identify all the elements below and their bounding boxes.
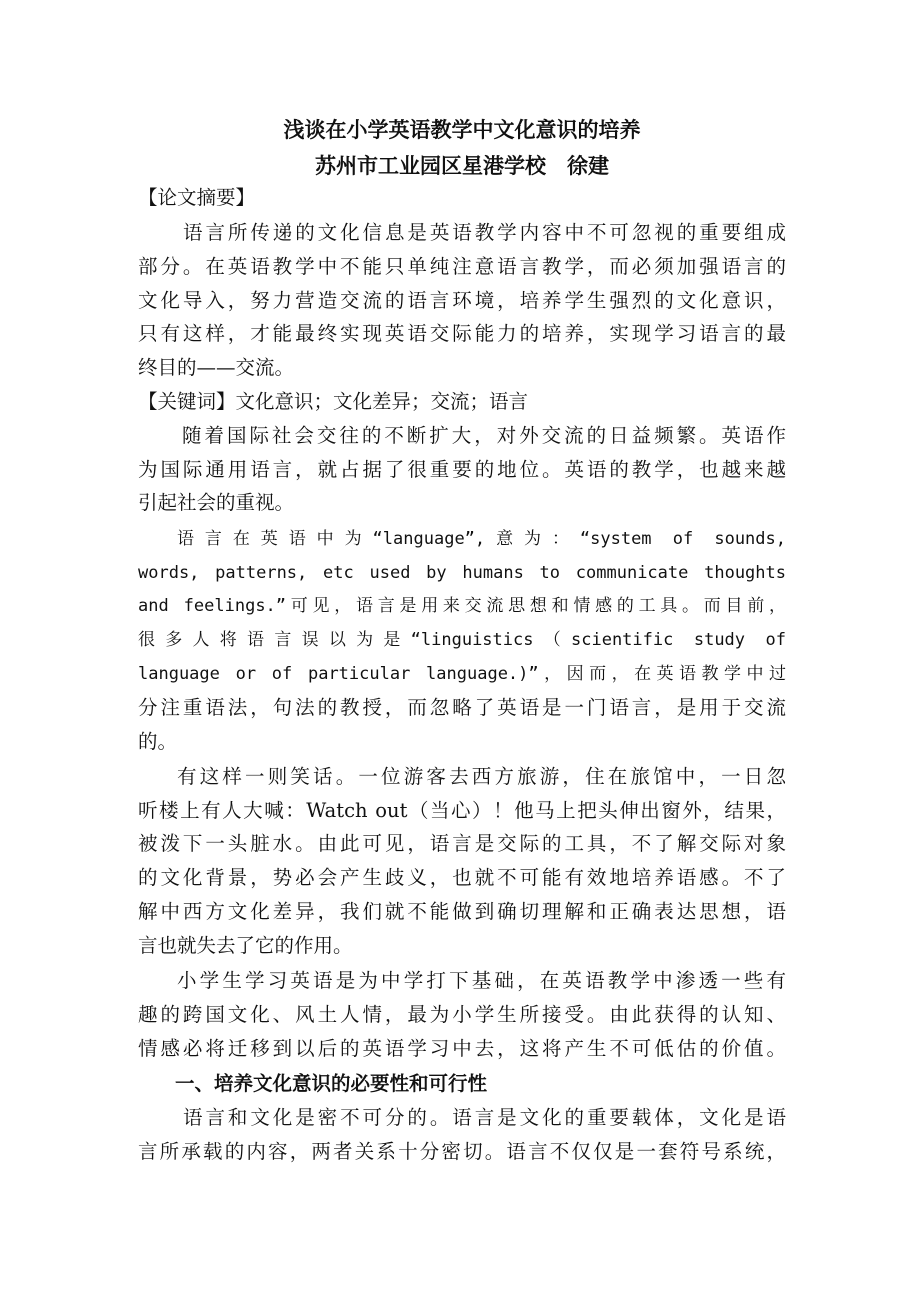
paragraph-line: 随着国际社会交往的不断扩大，对外交流的日益频繁。英语作 [182, 424, 786, 447]
document-byline: 苏州市工业园区星港学校 徐建 [315, 154, 609, 178]
abstract-line: 只有这样，才能最终实现英语交际能力的培养，实现学习语言的最 [138, 322, 786, 345]
paragraph-line: 引起社会的重视。 [138, 491, 295, 514]
paragraph-line: 小学生学习英语是为中学打下基础，在英语教学中渗透一些有 [177, 969, 786, 992]
abstract-line: 部分。在英语教学中不能只单纯注意语言教学，而必须加强语言的 [138, 255, 786, 278]
paragraph-line: 语言在英语中为“language”,意为：“system of sounds, [177, 529, 786, 549]
paragraph-line: 的。 [138, 730, 178, 753]
keywords-line: 【关键词】文化意识；文化差异；交流；语言 [138, 390, 529, 413]
paragraph-line: language or of particular language.)”，因而，在英语教学中过 [138, 664, 786, 684]
paragraph-line: 趣的跨国文化、风土人情，最为小学生所接受。由此获得的认知、 [138, 1003, 786, 1026]
paragraph-line: 很多人将语言误以为是“linguistics（scientific study of [138, 630, 786, 650]
abstract-line: 文化导入，努力营造交流的语言环境，培养学生强烈的文化意识， [138, 289, 786, 312]
paragraph-line: 言也就失去了它的作用。 [138, 934, 353, 957]
paragraph-line: 言所承载的内容，两者关系十分密切。语言不仅仅是一套符号系统， [138, 1140, 786, 1163]
paragraph-line: 解中西方文化差异，我们就不能做到确切理解和正确表达思想，语 [138, 900, 786, 923]
document-page [138, 0, 786, 1302]
paragraph-line: words, patterns, etc used by humans to communicate thoughts [138, 563, 786, 583]
paragraph-line: 有这样一则笑话。一位游客去西方旅游，住在旅馆中，一日忽 [177, 765, 786, 788]
paragraph-line: 为国际通用语言，就占据了很重要的地位。英语的教学，也越来越 [138, 458, 786, 481]
abstract-label: 【论文摘要】 [138, 186, 256, 209]
paragraph-line: 被泼下一头脏水。由此可见，语言是交际的工具，不了解交际对象 [138, 832, 786, 855]
paragraph-line: 的文化背景，势必会产生歧义，也就不可能有效地培养语感。不了 [138, 866, 786, 889]
section-heading: 一、培养文化意识的必要性和可行性 [175, 1072, 488, 1095]
paragraph-line: 分注重语法，句法的教授，而忽略了英语是一门语言，是用于交流 [138, 696, 786, 719]
paragraph-line: 语言和文化是密不可分的。语言是文化的重要载体，文化是语 [183, 1106, 786, 1129]
abstract-line: 终目的——交流。 [138, 356, 295, 379]
paragraph-line: 听楼上有人大喊：Watch out（当心）！他马上把头伸出窗外，结果， [138, 799, 786, 822]
abstract-line: 语言所传递的文化信息是英语教学内容中不可忽视的重要组成 [183, 221, 786, 244]
document-title: 浅谈在小学英语教学中文化意识的培养 [283, 118, 641, 142]
paragraph-line: and feelings.”可见，语言是用来交流思想和情感的工具。而目前， [138, 596, 786, 616]
paragraph-line: 情感必将迁移到以后的英语学习中去，这将产生不可低估的价值。 [138, 1037, 786, 1060]
